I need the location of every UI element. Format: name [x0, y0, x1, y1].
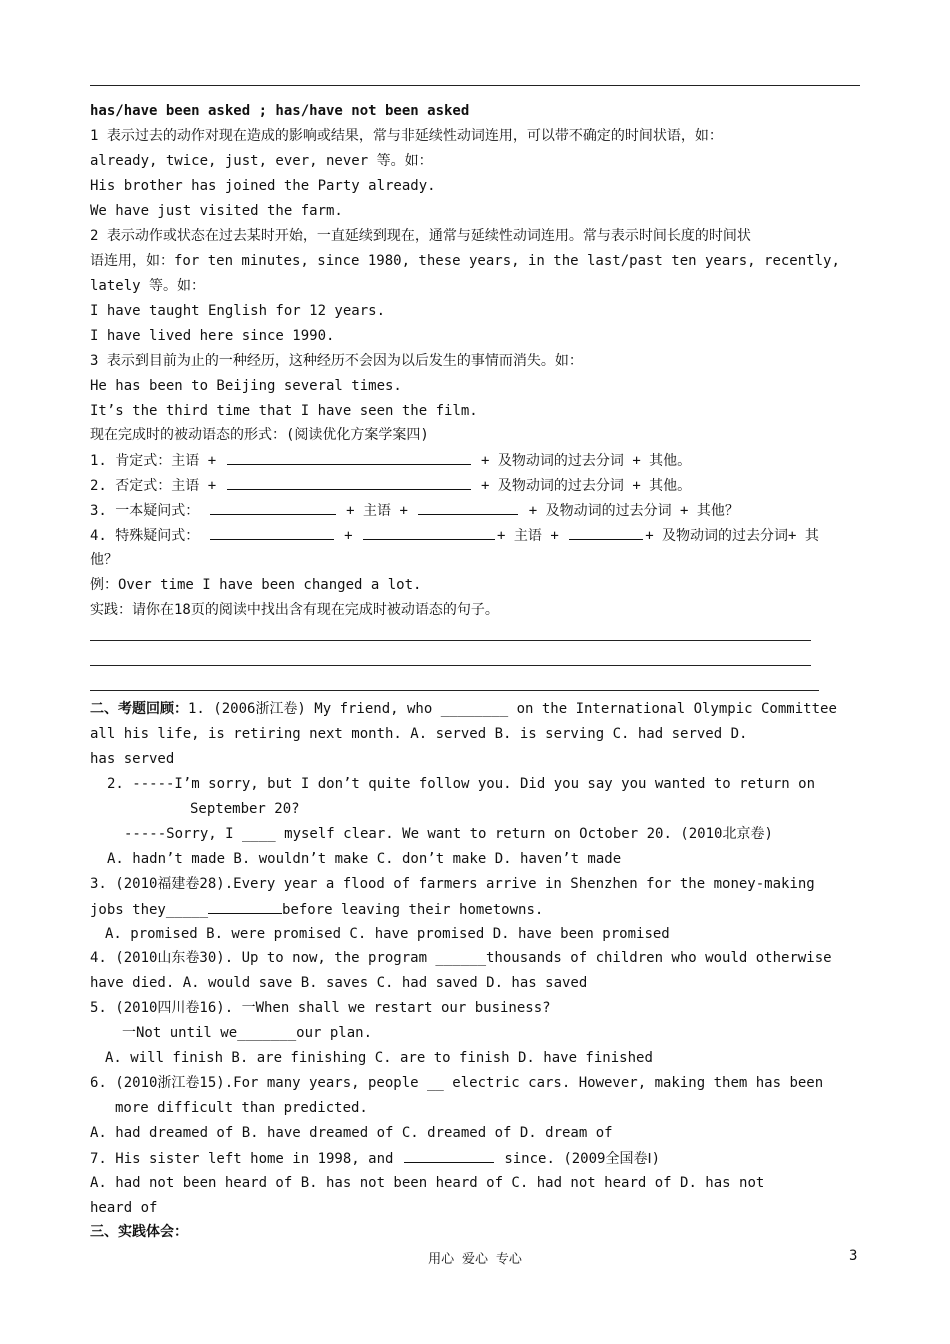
question-text: 4. (2010山东卷30). Up to now, the program ______thousands of children who would otherwise: [90, 950, 832, 966]
usage-line: 1 表示过去的动作对现在造成的影响或结果，常与非延续性动词连用，可以带不确定的时间状语，如：: [90, 128, 723, 144]
formula-negative: [90, 475, 691, 496]
usage-line: His brother has joined the Party already.: [90, 178, 436, 194]
usage-line: It’s the third time that I have seen the film.: [90, 403, 478, 419]
fill-blank[interactable]: [210, 525, 334, 540]
question-text: September 20?: [190, 801, 300, 817]
answer-line[interactable]: [90, 690, 819, 691]
formula-text: 他？: [90, 552, 118, 568]
question-text: 7. His sister left home in 1998, and: [90, 1151, 394, 1167]
formula-text: + 及物动词的过去分词+ 其: [645, 528, 819, 544]
usage-line: already, twice, just, ever, never 等。如：: [90, 153, 433, 169]
question-text: has served: [90, 751, 175, 767]
answer-options: have died. A. would save B. saves C. had saved D. has saved: [90, 975, 588, 991]
top-rule: [90, 85, 860, 86]
example-sentence: 例：Over time I have been changed a lot.: [90, 577, 422, 593]
footer-motto: 用心 爱心 专心: [428, 1252, 522, 1267]
answer-options: A. promised B. were promised C. have promised D. have been promised: [105, 926, 670, 942]
usage-line: I have taught English for 12 years.: [90, 303, 386, 319]
fill-blank[interactable]: [208, 899, 282, 914]
practice-instruction: 实践：请你在18页的阅读中找出含有现在完成时被动语态的句子。: [90, 602, 499, 618]
formula-text: 4. 特殊疑问式：: [90, 528, 200, 544]
question-text: since. (2009全国卷Ⅰ): [504, 1151, 661, 1167]
question-text: 2. -----I’m sorry, but I don’t quite follow you. Did you say you wanted to return on: [107, 776, 816, 792]
formula-text: + 及物动词的过去分词 + 其他。: [481, 478, 692, 494]
fill-blank[interactable]: [404, 1148, 494, 1163]
usage-line: lately 等。如：: [90, 278, 206, 294]
formula-text: 3. 一本疑问式：: [90, 503, 200, 519]
fill-blank[interactable]: [210, 500, 336, 515]
formula-text: + 及物动词的过去分词 + 其他？: [528, 503, 739, 519]
usage-line: 语连用，如：for ten minutes, since 1980, these years, in the last/past ten years, recently,: [90, 253, 840, 269]
practice-heading: 三、实践体会：: [90, 1224, 188, 1240]
formula-affirmative: [90, 450, 691, 471]
fill-blank[interactable]: [227, 450, 471, 465]
question-text: 3. (2010福建卷28).Every year a flood of farmers arrive in Shenzhen for the money-making: [90, 876, 815, 892]
section-title: has/have been asked ; has/have not been asked: [90, 103, 470, 119]
usage-line: He has been to Beijing several times.: [90, 378, 402, 394]
question-text: 6. (2010浙江卷15).For many years, people __ electric cars. However, making them has been: [90, 1075, 824, 1091]
question-text: jobs they_____: [90, 902, 209, 918]
question-text: 5. (2010四川卷16). 一When shall we restart our business?: [90, 1000, 551, 1016]
fill-blank[interactable]: [363, 525, 495, 540]
fill-blank[interactable]: [227, 475, 471, 490]
question-text: 一Not until we_______our plan.: [122, 1025, 373, 1041]
usage-line: I have lived here since 1990.: [90, 328, 335, 344]
review-q1: [90, 699, 837, 719]
question-text: all his life, is retiring next month. A. served B. is serving C. had served D.: [90, 726, 748, 742]
answer-options: A. hadn’t made B. wouldn’t make C. don’t make D. haven’t made: [107, 851, 622, 867]
answer-options: A. had not been heard of B. has not been heard of C. had not heard of D. has not: [90, 1175, 765, 1191]
passive-heading: 现在完成时的被动语态的形式：(阅读优化方案学案四): [90, 427, 429, 443]
page-number: 3: [849, 1248, 858, 1264]
usage-line: 3 表示到目前为止的一种经历，这种经历不会因为以后发生的事情而消失。如：: [90, 353, 583, 369]
question-text: before leaving their hometowns.: [282, 902, 544, 918]
usage-line: 2 表示动作或状态在过去某时开始，一直延续到现在，通常与延续性动词连用。常与表示时间长度的时间状: [90, 228, 751, 244]
formula-text: 2. 否定式：主语 +: [90, 478, 217, 494]
question-text: 1. (2006浙江卷) My friend, who ________ on the International Olympic Committee: [188, 701, 837, 717]
question-7-line: [90, 1148, 660, 1169]
answer-line[interactable]: [90, 665, 811, 666]
answer-line[interactable]: [90, 640, 811, 641]
answer-options: A. had dreamed of B. have dreamed of C. dreamed of D. dream of: [90, 1125, 613, 1141]
formula-text: + 及物动词的过去分词 + 其他。: [481, 453, 692, 469]
fill-blank[interactable]: [569, 525, 643, 540]
formula-text: + 主语 +: [497, 528, 559, 544]
question-3-line: [90, 899, 543, 920]
question-text: more difficult than predicted.: [115, 1100, 368, 1116]
usage-line: We have just visited the farm.: [90, 203, 343, 219]
review-heading: 二、考题回顾：: [90, 701, 188, 717]
question-text: -----Sorry, I ____ myself clear. We want to return on October 20. (2010北京卷): [124, 826, 773, 842]
formula-general-question: [90, 500, 739, 521]
fill-blank[interactable]: [418, 500, 518, 515]
formula-special-question: [90, 525, 819, 546]
answer-options: heard of: [90, 1200, 158, 1216]
formula-text: + 主语 +: [346, 503, 408, 519]
formula-text: +: [344, 528, 353, 544]
formula-text: 1. 肯定式：主语 +: [90, 453, 217, 469]
answer-options: A. will finish B. are finishing C. are to finish D. have finished: [105, 1050, 653, 1066]
